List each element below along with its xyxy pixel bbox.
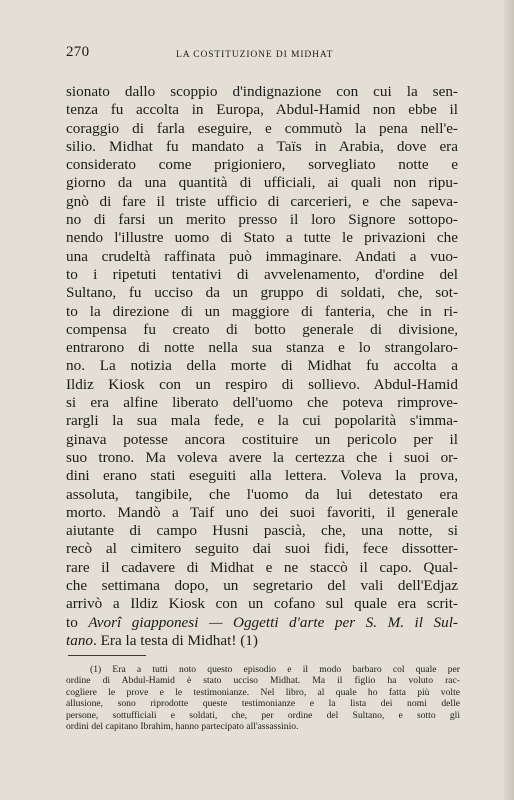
text-line: no di farsi un merito presso il loro Signore sottopo- bbox=[66, 211, 458, 229]
text-line: aiutante di campo Husni pascià, che, una notte, si bbox=[66, 522, 458, 540]
text-line-final bbox=[66, 632, 458, 650]
body-text bbox=[66, 83, 458, 650]
final-sentence: . Era la testa di Midhat! (1) bbox=[93, 631, 258, 649]
page-gutter bbox=[504, 0, 514, 800]
footnote-line: cogliere le prove e le testimonianze. Nel libro, al quale ho fatta più volte bbox=[66, 686, 460, 698]
footnote-line: (1) Era a tutti noto questo episodio e il modo barbaro col quale per bbox=[90, 664, 460, 675]
text-line: rare il cadavere di Midhat e ne staccò il capo. Qual- bbox=[66, 558, 458, 576]
text-line: no. La notizia della morte di Midhat fu accolta a bbox=[66, 357, 458, 375]
page-header bbox=[66, 44, 466, 64]
text-line: ginava potesse ancora costituire un pericolo per il bbox=[66, 430, 458, 448]
text-line: compensa fu creato di botto generale di divisione, bbox=[66, 320, 458, 338]
text-line: silio. Midhat fu mandato a Taïs in Arabia, dove era bbox=[66, 137, 458, 155]
text-line: dini erano stati eseguiti alla lettera. Voleva la prova, bbox=[66, 467, 458, 485]
footnote-line: persone, sottufficiali e soldati, che, per ordine del Sultano, e sotto gli bbox=[66, 709, 460, 721]
text-line: si era alfine liberato dell'uomo che poteva rimprove- bbox=[66, 394, 458, 412]
text-line: giorno da una quantità di ufficiali, ai quali non ripu- bbox=[66, 174, 458, 192]
text-line-italic-title bbox=[66, 614, 458, 632]
text-line: suo trono. Ma voleva avere la certezza che i suoi or- bbox=[66, 448, 458, 466]
text-line: to la direzione di un maggiore di fanteria, che in ri- bbox=[66, 302, 458, 320]
text-line: recò al cimitero seguito dai suoi fidi, fece dissotter- bbox=[66, 540, 458, 558]
footnote bbox=[66, 664, 460, 732]
footnote-line: ordini del capitano Ibrahim, hanno partecipato all'assassinio. bbox=[66, 720, 299, 732]
text-line: gnò di fare il triste ufficio di carcerieri, e che sapeva- bbox=[66, 192, 458, 210]
line-prefix: to bbox=[66, 613, 89, 631]
text-line: una crudeltà raffinata può immaginare. Andati a vuo- bbox=[66, 247, 458, 265]
text-line: considerato come prigioniero, sorvegliato notte e bbox=[66, 156, 458, 174]
footnote-line: ordine di Abdul-Hamid è stato ucciso Midhat. Ma il figlio ha voluto rac- bbox=[66, 675, 460, 687]
page-number: 270 bbox=[66, 44, 90, 60]
text-line: Sultano, fu ucciso da un gruppo di soldati, che, sot- bbox=[66, 284, 458, 302]
footnote-line: allusione, sono riprodotte queste testimonianze e la lista dei nomi delle bbox=[66, 698, 460, 710]
text-line: assoluta, tangibile, che l'uomo da lui detestato era bbox=[66, 485, 458, 503]
text-line: to i ripetuti tentativi di avvelenamento, d'ordine del bbox=[66, 265, 458, 283]
text-line: arrivò a Ildiz Kiosk con un cofano sul quale era scrit- bbox=[66, 595, 458, 613]
text-line: che settimana dopo, un segretario del vali dell'Edjaz bbox=[66, 577, 458, 595]
italic-inscription-end: tano bbox=[66, 631, 94, 649]
text-line: Ildiz Kiosk con un respiro di sollievo. Abdul-Hamid bbox=[66, 375, 458, 393]
text-line: rargli la sua mala fede, e la cui popolarità s'imma- bbox=[66, 412, 458, 430]
italic-inscription: Avorî giapponesi — Oggetti d'arte per S. M. il Sul- bbox=[88, 613, 458, 631]
text-line: sionato dallo scoppio d'indignazione con cui la sen- bbox=[66, 83, 458, 100]
footnote-rule bbox=[68, 655, 146, 656]
text-line: nendo l'illustre uomo di Stato a tutte le privazioni che bbox=[66, 229, 458, 247]
text-line: tenza fu accolta in Europa, Abdul-Hamid non ebbe il bbox=[66, 101, 458, 119]
text-line: morto. Mandò a Taif uno dei suoi favoriti, il generale bbox=[66, 503, 458, 521]
running-head: LA COSTITUZIONE DI MIDHAT bbox=[176, 50, 334, 60]
text-line: coraggio di farla eseguire, e commutò la pena nell'e- bbox=[66, 119, 458, 137]
text-line: entrarono di notte nella sua stanza e lo strangolaro- bbox=[66, 339, 458, 357]
